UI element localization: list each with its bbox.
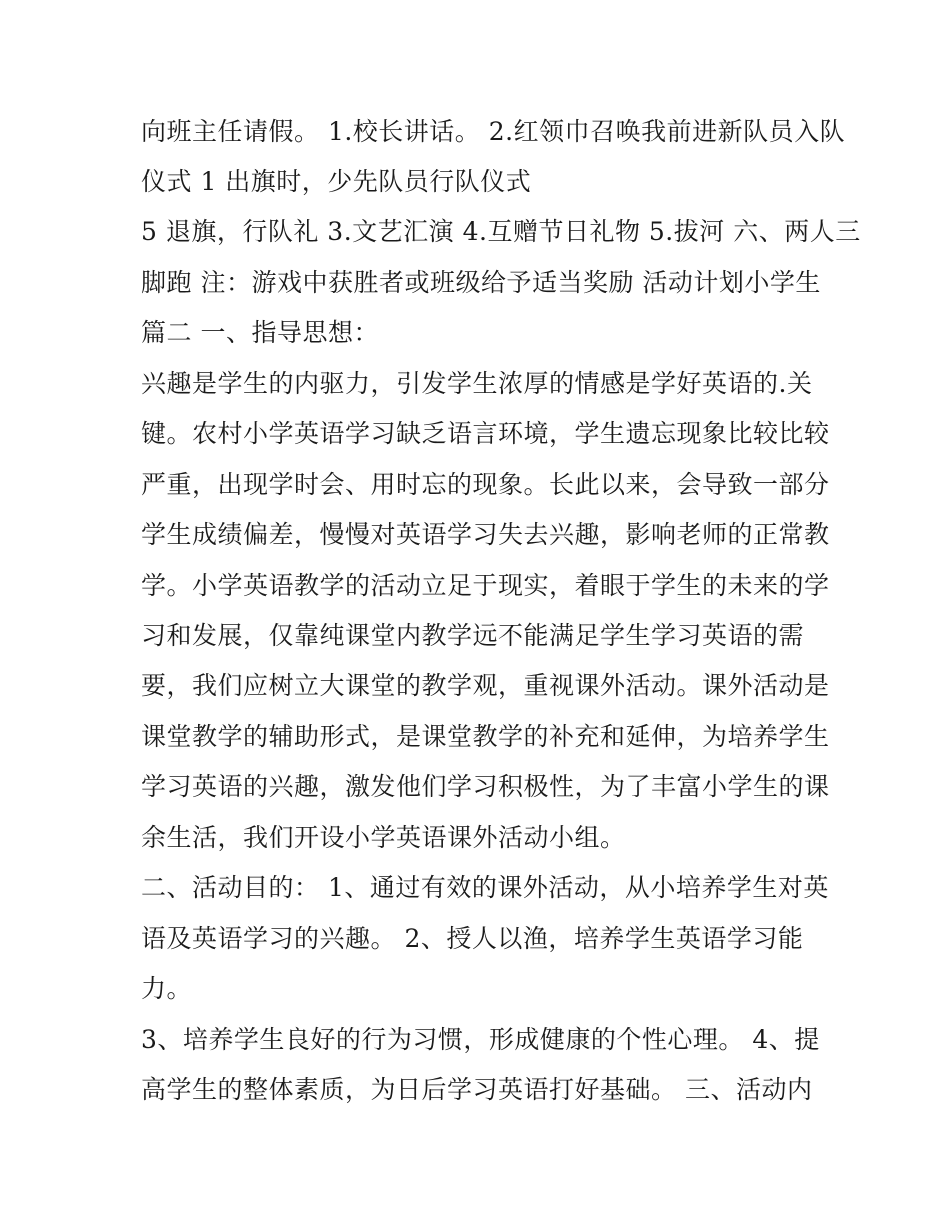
text-line: 键。农村小学英语学习缺乏语言环境，学生遗忘现象比较比较 [141, 419, 830, 448]
text-line: 要，我们应树立大课堂的教学观，重视课外活动。课外活动是 [141, 671, 830, 700]
text-line: 兴趣是学生的内驱力，引发学生浓厚的情感是学好英语的.关 [141, 369, 813, 398]
text-line: 篇二 一、指导思想： [141, 318, 379, 347]
text-line: 二、活动目的： 1、通过有效的课外活动，从小培养学生对英 [141, 873, 829, 902]
text-line: 5 退旗，行队礼 3.文艺汇演 4.互赠节日礼物 5.拔河 六、两人三 [141, 217, 861, 246]
text-line: 学生成绩偏差，慢慢对英语学习失去兴趣，影响老师的正常教 [141, 520, 830, 549]
text-line: 语及英语学习的兴趣。 2、授人以渔，培养学生英语学习能 [141, 924, 804, 953]
text-line: 力。 [141, 974, 193, 1003]
text-line: 向班主任请假。 1.校长讲话。 2.红领巾召唤我前进新队员入队 [141, 117, 846, 146]
text-line: 3、培养学生良好的行为习惯，形成健康的个性心理。 4、提 [141, 1025, 820, 1054]
text-line: 高学生的整体素质，为日后学习英语打好基础。 三、活动内 [141, 1075, 813, 1104]
text-line: 课堂教学的辅助形式，是课堂教学的补充和延伸，为培养学生 [141, 722, 830, 751]
text-line: 脚跑 注：游戏中获胜者或班级给予适当奖励 活动计划小学生 [141, 268, 821, 297]
text-line: 学。小学英语教学的活动立足于现实，着眼于学生的未来的学 [141, 571, 830, 600]
text-line: 余生活，我们开设小学英语课外活动小组。 [141, 823, 626, 852]
text-line: 学习英语的兴趣，激发他们学习积极性，为了丰富小学生的课 [141, 772, 830, 801]
text-line: 仪式 1 出旗时，少先队员行队仪式 [141, 167, 532, 196]
text-line: 习和发展，仅靠纯课堂内教学远不能满足学生学习英语的需 [141, 621, 805, 650]
text-line: 严重，出现学时会、用时忘的现象。长此以来，会导致一部分 [141, 470, 830, 499]
